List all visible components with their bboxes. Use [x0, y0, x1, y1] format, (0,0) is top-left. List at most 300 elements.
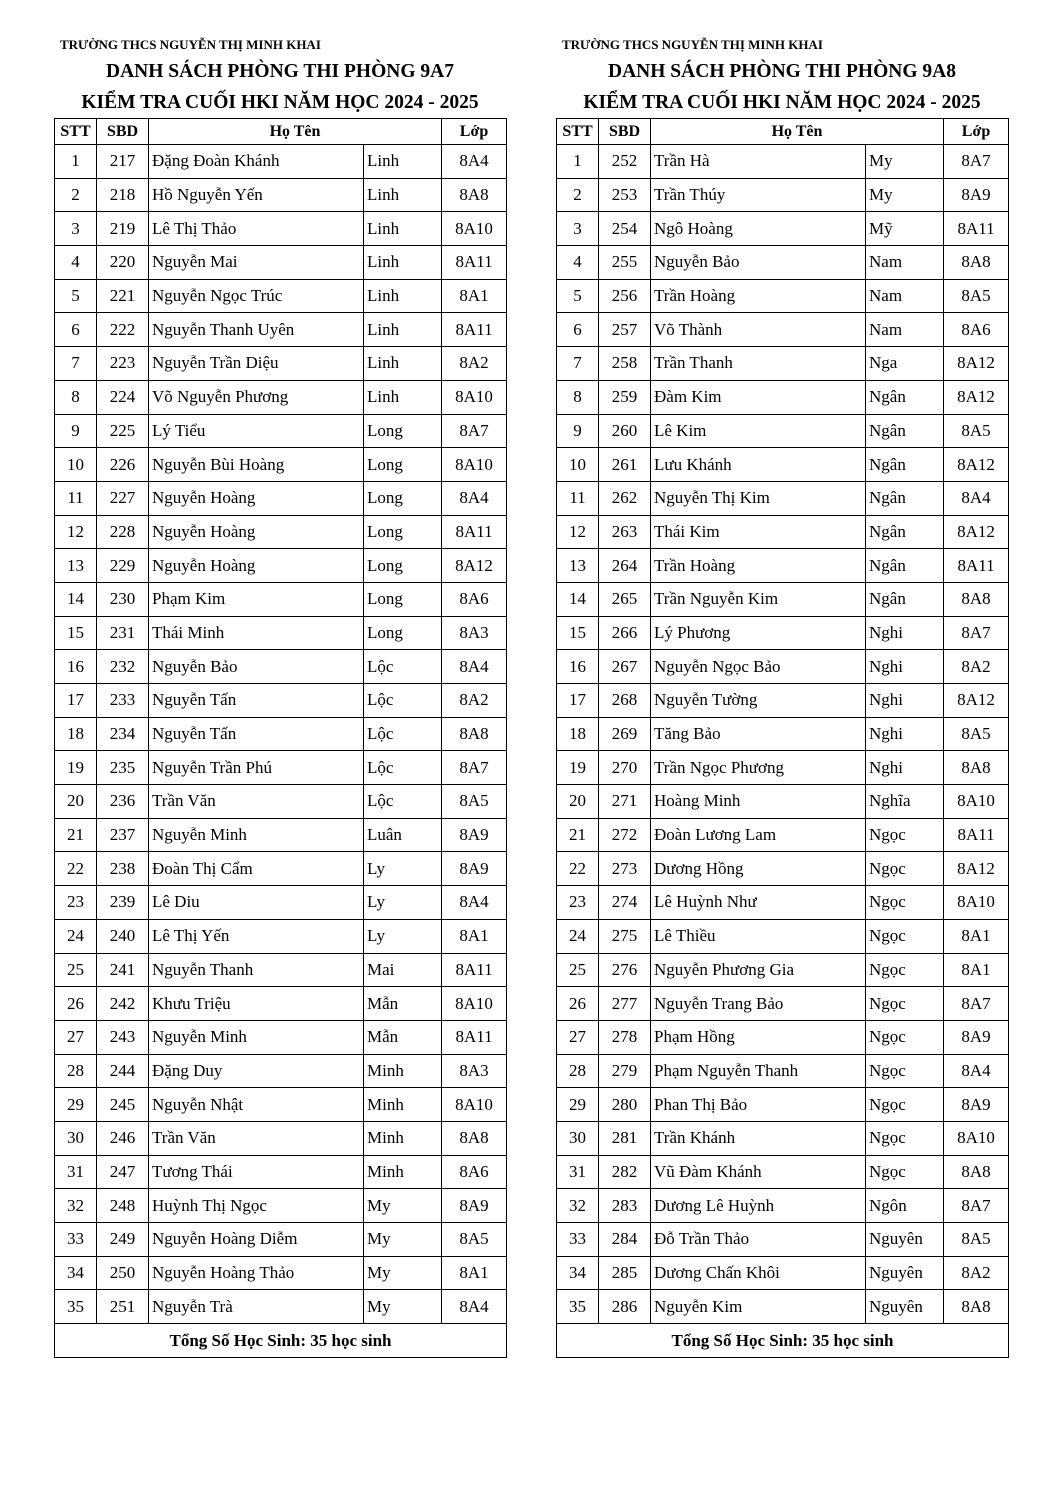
stt-cell: 13: [55, 549, 97, 583]
table-row: [55, 448, 507, 482]
class-cell: 8A4: [442, 145, 507, 179]
class-cell: 8A9: [944, 1020, 1009, 1054]
class-cell: 8A11: [442, 246, 507, 280]
sbd-cell: 252: [599, 145, 651, 179]
given-name-cell: Ngọc: [866, 987, 944, 1021]
surname-cell: Nguyễn Kim: [651, 1290, 866, 1324]
stt-cell: 3: [557, 212, 599, 246]
table-row: [55, 1290, 507, 1324]
sbd-cell: 281: [599, 1121, 651, 1155]
sbd-cell: 263: [599, 515, 651, 549]
sbd-cell: 227: [97, 481, 149, 515]
given-name-cell: Ngọc: [866, 1121, 944, 1155]
stt-cell: 6: [55, 313, 97, 347]
table-row: [55, 380, 507, 414]
class-cell: 8A12: [944, 515, 1009, 549]
class-cell: 8A5: [944, 414, 1009, 448]
surname-cell: Hoàng Minh: [651, 785, 866, 819]
class-cell: 8A12: [944, 380, 1009, 414]
class-cell: 8A10: [442, 987, 507, 1021]
surname-cell: Nguyễn Ngọc Bảo: [651, 650, 866, 684]
stt-cell: 20: [557, 785, 599, 819]
given-name-cell: Nghi: [866, 717, 944, 751]
stt-cell: 11: [557, 481, 599, 515]
table-row: [557, 380, 1009, 414]
stt-cell: 9: [557, 414, 599, 448]
surname-cell: Trần Văn: [149, 785, 364, 819]
stt-cell: 31: [557, 1155, 599, 1189]
table-row: [55, 1155, 507, 1189]
given-name-cell: Linh: [364, 145, 442, 179]
stt-cell: 35: [557, 1290, 599, 1324]
total-students: Tổng Số Học Sinh: 35 học sinh: [55, 1324, 507, 1358]
stt-cell: 27: [557, 1020, 599, 1054]
stt-cell: 18: [55, 717, 97, 751]
given-name-cell: Linh: [364, 380, 442, 414]
class-cell: 8A7: [944, 987, 1009, 1021]
table-row: [557, 616, 1009, 650]
header-stt: STT: [557, 119, 599, 145]
given-name-cell: Mẫn: [364, 987, 442, 1021]
given-name-cell: Ngân: [866, 414, 944, 448]
stt-cell: 28: [557, 1054, 599, 1088]
surname-cell: Đoàn Lương Lam: [651, 818, 866, 852]
given-name-cell: Ngân: [866, 582, 944, 616]
class-cell: 8A8: [944, 246, 1009, 280]
given-name-cell: Nghi: [866, 650, 944, 684]
stt-cell: 5: [557, 279, 599, 313]
sbd-cell: 255: [599, 246, 651, 280]
given-name-cell: Minh: [364, 1088, 442, 1122]
stt-cell: 6: [557, 313, 599, 347]
stt-cell: 24: [557, 919, 599, 953]
class-cell: 8A1: [442, 279, 507, 313]
table-row: [557, 684, 1009, 718]
class-cell: 8A9: [442, 818, 507, 852]
surname-cell: Vũ Đàm Khánh: [651, 1155, 866, 1189]
given-name-cell: Long: [364, 414, 442, 448]
table-row: [55, 481, 507, 515]
class-cell: 8A4: [442, 650, 507, 684]
sbd-cell: 273: [599, 852, 651, 886]
sbd-cell: 219: [97, 212, 149, 246]
stt-cell: 21: [55, 818, 97, 852]
stt-cell: 25: [55, 953, 97, 987]
surname-cell: Nguyễn Mai: [149, 246, 364, 280]
stt-cell: 29: [557, 1088, 599, 1122]
given-name-cell: Nghi: [866, 616, 944, 650]
stt-cell: 3: [55, 212, 97, 246]
given-name-cell: Lộc: [364, 684, 442, 718]
sbd-cell: 235: [97, 751, 149, 785]
student-table: [556, 118, 1009, 1358]
total-row: [557, 1324, 1009, 1358]
given-name-cell: Ngân: [866, 515, 944, 549]
header-sbd: SBD: [599, 119, 651, 145]
given-name-cell: Ngọc: [866, 919, 944, 953]
sbd-cell: 279: [599, 1054, 651, 1088]
given-name-cell: Long: [364, 616, 442, 650]
stt-cell: 10: [55, 448, 97, 482]
table-row: [55, 1020, 507, 1054]
header-class: Lớp: [944, 119, 1009, 145]
table-row: [557, 1121, 1009, 1155]
class-cell: 8A10: [944, 1121, 1009, 1155]
class-cell: 8A4: [442, 886, 507, 920]
stt-cell: 14: [55, 582, 97, 616]
given-name-cell: My: [364, 1290, 442, 1324]
class-cell: 8A7: [442, 751, 507, 785]
stt-cell: 2: [55, 178, 97, 212]
class-cell: 8A1: [442, 919, 507, 953]
surname-cell: Nguyễn Tấn: [149, 684, 364, 718]
table-row: [557, 246, 1009, 280]
class-cell: 8A11: [944, 818, 1009, 852]
surname-cell: Nguyễn Hoàng: [149, 481, 364, 515]
sbd-cell: 278: [599, 1020, 651, 1054]
given-name-cell: Mỹ: [866, 212, 944, 246]
table-row: [557, 852, 1009, 886]
given-name-cell: Ly: [364, 852, 442, 886]
surname-cell: Lê Thị Yến: [149, 919, 364, 953]
stt-cell: 21: [557, 818, 599, 852]
sbd-cell: 237: [97, 818, 149, 852]
given-name-cell: Minh: [364, 1054, 442, 1088]
sbd-cell: 233: [97, 684, 149, 718]
sbd-cell: 228: [97, 515, 149, 549]
table-row: [55, 852, 507, 886]
stt-cell: 27: [55, 1020, 97, 1054]
table-row: [557, 1256, 1009, 1290]
given-name-cell: Ngọc: [866, 1088, 944, 1122]
stt-cell: 15: [55, 616, 97, 650]
table-row: [55, 785, 507, 819]
surname-cell: Trần Hoàng: [651, 279, 866, 313]
exam-room-list-9a7: [54, 34, 506, 1358]
stt-cell: 25: [557, 953, 599, 987]
given-name-cell: My: [364, 1256, 442, 1290]
given-name-cell: My: [866, 178, 944, 212]
given-name-cell: Long: [364, 448, 442, 482]
class-cell: 8A2: [944, 650, 1009, 684]
sbd-cell: 249: [97, 1223, 149, 1257]
stt-cell: 7: [55, 347, 97, 381]
given-name-cell: Linh: [364, 212, 442, 246]
given-name-cell: Nga: [866, 347, 944, 381]
table-row: [557, 279, 1009, 313]
given-name-cell: Luân: [364, 818, 442, 852]
class-cell: 8A6: [944, 313, 1009, 347]
sbd-cell: 223: [97, 347, 149, 381]
stt-cell: 4: [557, 246, 599, 280]
sbd-cell: 238: [97, 852, 149, 886]
table-row: [55, 987, 507, 1021]
class-cell: 8A11: [944, 549, 1009, 583]
surname-cell: Lý Tiểu: [149, 414, 364, 448]
table-row: [55, 414, 507, 448]
table-row: [557, 717, 1009, 751]
sbd-cell: 285: [599, 1256, 651, 1290]
given-name-cell: Long: [364, 549, 442, 583]
stt-cell: 22: [55, 852, 97, 886]
class-cell: 8A12: [442, 549, 507, 583]
total-row: [55, 1324, 507, 1358]
class-cell: 8A10: [944, 785, 1009, 819]
sbd-cell: 266: [599, 616, 651, 650]
class-cell: 8A2: [442, 347, 507, 381]
given-name-cell: Ngân: [866, 448, 944, 482]
surname-cell: Trần Khánh: [651, 1121, 866, 1155]
stt-cell: 17: [557, 684, 599, 718]
stt-cell: 30: [55, 1121, 97, 1155]
given-name-cell: Nguyên: [866, 1290, 944, 1324]
sbd-cell: 264: [599, 549, 651, 583]
surname-cell: Phạm Hồng: [651, 1020, 866, 1054]
stt-cell: 19: [557, 751, 599, 785]
surname-cell: Lê Diu: [149, 886, 364, 920]
sbd-cell: 241: [97, 953, 149, 987]
total-students: Tổng Số Học Sinh: 35 học sinh: [557, 1324, 1009, 1358]
given-name-cell: Lộc: [364, 751, 442, 785]
given-name-cell: Long: [364, 582, 442, 616]
table-row: [55, 279, 507, 313]
table-row: [557, 886, 1009, 920]
class-cell: 8A8: [944, 751, 1009, 785]
sbd-cell: 217: [97, 145, 149, 179]
sbd-cell: 242: [97, 987, 149, 1021]
class-cell: 8A8: [442, 1121, 507, 1155]
surname-cell: Phan Thị Bảo: [651, 1088, 866, 1122]
surname-cell: Tăng Bảo: [651, 717, 866, 751]
table-row: [557, 1290, 1009, 1324]
sbd-cell: 240: [97, 919, 149, 953]
class-cell: 8A5: [442, 1223, 507, 1257]
surname-cell: Trần Văn: [149, 1121, 364, 1155]
surname-cell: Nguyễn Trần Phú: [149, 751, 364, 785]
sbd-cell: 222: [97, 313, 149, 347]
table-row: [55, 751, 507, 785]
class-cell: 8A12: [944, 347, 1009, 381]
surname-cell: Trần Thúy: [651, 178, 866, 212]
sbd-cell: 257: [599, 313, 651, 347]
class-cell: 8A4: [442, 1290, 507, 1324]
sbd-cell: 225: [97, 414, 149, 448]
class-cell: 8A5: [944, 1223, 1009, 1257]
table-row: [557, 515, 1009, 549]
table-row: [55, 1088, 507, 1122]
surname-cell: Nguyễn Thanh Uyên: [149, 313, 364, 347]
sbd-cell: 224: [97, 380, 149, 414]
table-row: [55, 616, 507, 650]
sbd-cell: 268: [599, 684, 651, 718]
given-name-cell: Linh: [364, 313, 442, 347]
sbd-cell: 283: [599, 1189, 651, 1223]
stt-cell: 19: [55, 751, 97, 785]
class-cell: 8A12: [944, 852, 1009, 886]
given-name-cell: Ngân: [866, 380, 944, 414]
table-row: [557, 919, 1009, 953]
surname-cell: Nguyễn Trà: [149, 1290, 364, 1324]
table-row: [55, 1054, 507, 1088]
sbd-cell: 232: [97, 650, 149, 684]
stt-cell: 12: [55, 515, 97, 549]
given-name-cell: Linh: [364, 279, 442, 313]
table-row: [55, 886, 507, 920]
surname-cell: Nguyễn Minh: [149, 1020, 364, 1054]
student-table: [54, 118, 507, 1358]
surname-cell: Nguyễn Bùi Hoàng: [149, 448, 364, 482]
table-row: [557, 313, 1009, 347]
surname-cell: Lê Kim: [651, 414, 866, 448]
sbd-cell: 260: [599, 414, 651, 448]
given-name-cell: Linh: [364, 246, 442, 280]
stt-cell: 16: [557, 650, 599, 684]
stt-cell: 33: [55, 1223, 97, 1257]
surname-cell: Lê Thị Thảo: [149, 212, 364, 246]
sbd-cell: 277: [599, 987, 651, 1021]
table-row: [55, 684, 507, 718]
class-cell: 8A1: [442, 1256, 507, 1290]
surname-cell: Nguyễn Minh: [149, 818, 364, 852]
surname-cell: Lý Phương: [651, 616, 866, 650]
class-cell: 8A7: [944, 1189, 1009, 1223]
table-row: [55, 717, 507, 751]
table-row: [557, 1020, 1009, 1054]
surname-cell: Dương Lê Huỳnh: [651, 1189, 866, 1223]
surname-cell: Nguyễn Trang Bảo: [651, 987, 866, 1021]
class-cell: 8A4: [944, 481, 1009, 515]
stt-cell: 12: [557, 515, 599, 549]
given-name-cell: Mai: [364, 953, 442, 987]
given-name-cell: Long: [364, 515, 442, 549]
surname-cell: Nguyễn Tường: [651, 684, 866, 718]
surname-cell: Ngô Hoàng: [651, 212, 866, 246]
table-row: [557, 145, 1009, 179]
surname-cell: Võ Nguyễn Phương: [149, 380, 364, 414]
surname-cell: Nguyễn Bảo: [149, 650, 364, 684]
class-cell: 8A9: [442, 852, 507, 886]
stt-cell: 18: [557, 717, 599, 751]
sbd-cell: 221: [97, 279, 149, 313]
header-class: Lớp: [442, 119, 507, 145]
sbd-cell: 234: [97, 717, 149, 751]
class-cell: 8A4: [944, 1054, 1009, 1088]
sbd-cell: 269: [599, 717, 651, 751]
surname-cell: Phạm Kim: [149, 582, 364, 616]
table-row: [55, 1121, 507, 1155]
sbd-cell: 245: [97, 1088, 149, 1122]
surname-cell: Dương Chấn Khôi: [651, 1256, 866, 1290]
table-row: [55, 953, 507, 987]
sbd-cell: 220: [97, 246, 149, 280]
given-name-cell: My: [364, 1223, 442, 1257]
class-cell: 8A5: [944, 717, 1009, 751]
table-row: [55, 582, 507, 616]
stt-cell: 24: [55, 919, 97, 953]
given-name-cell: Ngọc: [866, 953, 944, 987]
class-cell: 8A10: [944, 886, 1009, 920]
surname-cell: Thái Kim: [651, 515, 866, 549]
table-row: [557, 953, 1009, 987]
given-name-cell: Ngọc: [866, 886, 944, 920]
table-header-row: [557, 119, 1009, 145]
table-row: [55, 650, 507, 684]
table-row: [557, 549, 1009, 583]
class-cell: 8A1: [944, 953, 1009, 987]
surname-cell: Nguyễn Thị Kim: [651, 481, 866, 515]
table-row: [557, 178, 1009, 212]
class-cell: 8A8: [442, 178, 507, 212]
table-row: [55, 1189, 507, 1223]
table-row: [557, 818, 1009, 852]
class-cell: 8A7: [944, 145, 1009, 179]
stt-cell: 30: [557, 1121, 599, 1155]
class-cell: 8A2: [944, 1256, 1009, 1290]
sbd-cell: 262: [599, 481, 651, 515]
sbd-cell: 218: [97, 178, 149, 212]
stt-cell: 10: [557, 448, 599, 482]
sbd-cell: 274: [599, 886, 651, 920]
sbd-cell: 226: [97, 448, 149, 482]
surname-cell: Đàm Kim: [651, 380, 866, 414]
sbd-cell: 282: [599, 1155, 651, 1189]
surname-cell: Lê Thiều: [651, 919, 866, 953]
class-cell: 8A7: [442, 414, 507, 448]
class-cell: 8A11: [442, 1020, 507, 1054]
given-name-cell: Minh: [364, 1121, 442, 1155]
sbd-cell: 248: [97, 1189, 149, 1223]
given-name-cell: Ngọc: [866, 852, 944, 886]
class-cell: 8A11: [944, 212, 1009, 246]
table-row: [557, 987, 1009, 1021]
surname-cell: Lưu Khánh: [651, 448, 866, 482]
class-cell: 8A7: [944, 616, 1009, 650]
stt-cell: 23: [557, 886, 599, 920]
class-cell: 8A10: [442, 380, 507, 414]
stt-cell: 4: [55, 246, 97, 280]
stt-cell: 8: [557, 380, 599, 414]
class-cell: 8A5: [442, 785, 507, 819]
stt-cell: 1: [557, 145, 599, 179]
sbd-cell: 286: [599, 1290, 651, 1324]
given-name-cell: Ngôn: [866, 1189, 944, 1223]
sbd-cell: 236: [97, 785, 149, 819]
class-cell: 8A8: [944, 1290, 1009, 1324]
sbd-cell: 247: [97, 1155, 149, 1189]
exam-room-list-9a8: [556, 34, 1008, 1358]
stt-cell: 15: [557, 616, 599, 650]
stt-cell: 35: [55, 1290, 97, 1324]
sbd-cell: 261: [599, 448, 651, 482]
header-name: Họ Tên: [149, 119, 442, 145]
table-row: [55, 246, 507, 280]
class-cell: 8A8: [442, 717, 507, 751]
sbd-cell: 239: [97, 886, 149, 920]
stt-cell: 9: [55, 414, 97, 448]
table-row: [557, 650, 1009, 684]
class-cell: 8A2: [442, 684, 507, 718]
given-name-cell: Nam: [866, 246, 944, 280]
surname-cell: Đặng Duy: [149, 1054, 364, 1088]
stt-cell: 14: [557, 582, 599, 616]
surname-cell: Trần Nguyễn Kim: [651, 582, 866, 616]
table-row: [557, 1155, 1009, 1189]
header-sbd: SBD: [97, 119, 149, 145]
surname-cell: Nguyễn Ngọc Trúc: [149, 279, 364, 313]
sbd-cell: 254: [599, 212, 651, 246]
table-row: [55, 549, 507, 583]
sbd-cell: 250: [97, 1256, 149, 1290]
